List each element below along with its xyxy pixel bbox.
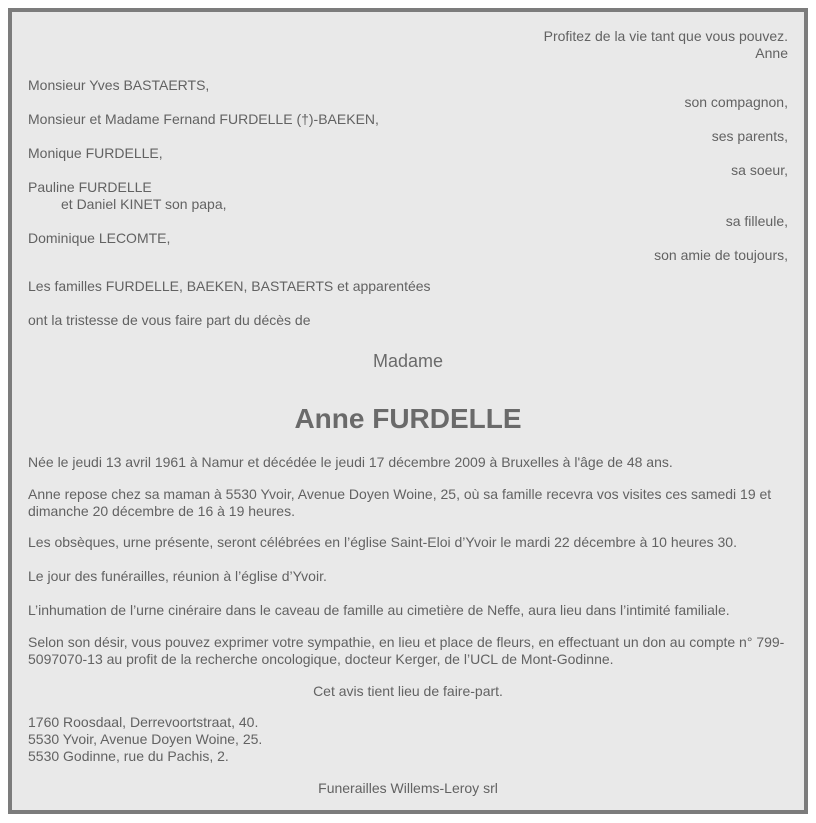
donation-paragraph: Selon son désir, vous pouvez exprimer votre sympathie, en lieu et place de fleurs, en effectuant un don au compte n° 799-5097070-13 au profit de la recherche oncologique, docteur Kerger, de l’UCL de Mont-Godinne. [28,634,785,667]
obituary-card [8,8,808,814]
mourner-name: Dominique LECOMTE, [28,230,171,246]
quote-text: Profitez de la vie tant que vous pouvez. [543,28,788,44]
meeting-paragraph: Le jour des funérailles, réunion à l’église d’Yvoir. [28,568,327,584]
deceased-title: Madame [372,351,444,371]
obituary-content [28,12,788,810]
mourner-relation: ses parents, [711,128,788,144]
mourner-relation: son amie de toujours, [654,247,788,263]
quote-author: Anne [755,45,788,61]
families-line: Les familles FURDELLE, BAEKEN, BASTAERTS et apparentées [28,278,431,294]
birth-paragraph: Née le jeudi 13 avril 1961 à Namur et décédée le jeudi 17 décembre 2009 à Bruxelles à l'âge de 48 ans. [28,454,673,470]
burial-paragraph: L’inhumation de l’urne cinéraire dans le caveau de famille au cimetière de Neffe, aura lieu dans l’intimité familiale. [28,602,730,618]
mourner-relation: sa filleule, [725,213,788,229]
rest-paragraph: Anne repose chez sa maman à 5530 Yvoir, Avenue Doyen Woine, 25, où sa famille recevra vos visites ces samedi 19 et dimanche 20 décembre de 16 à 19 heures. [28,486,772,519]
notice-line: Cet avis tient lieu de faire-part. [313,683,503,699]
announcement-line: ont la tristesse de vous faire part du décès de [28,312,311,328]
address-line: 5530 Godinne, rue du Pachis, 2. [28,748,229,764]
mourner-name: Monsieur et Madame Fernand FURDELLE (†)-BAEKEN, [28,111,379,127]
mourner-name-secondary: et Daniel KINET son papa, [61,196,227,212]
mourner-name: Monsieur Yves BASTAERTS, [28,77,210,93]
address-line: 1760 Roosdaal, Derrevoortstraat, 40. [28,714,259,730]
mourner-name: Monique FURDELLE, [28,145,163,161]
address-line: 5530 Yvoir, Avenue Doyen Woine, 25. [28,731,263,747]
mourner-relation: sa soeur, [731,162,788,178]
funeral-home: Funerailles Willems-Leroy srl [318,780,498,796]
deceased-name: Anne FURDELLE [294,403,522,434]
mourner-name: Pauline FURDELLE [28,179,152,195]
mourner-relation: son compagnon, [684,94,788,110]
funeral-paragraph: Les obsèques, urne présente, seront célébrées en l’église Saint-Eloi d’Yvoir le mardi 22 décembre à 10 heures 30. [28,534,737,550]
